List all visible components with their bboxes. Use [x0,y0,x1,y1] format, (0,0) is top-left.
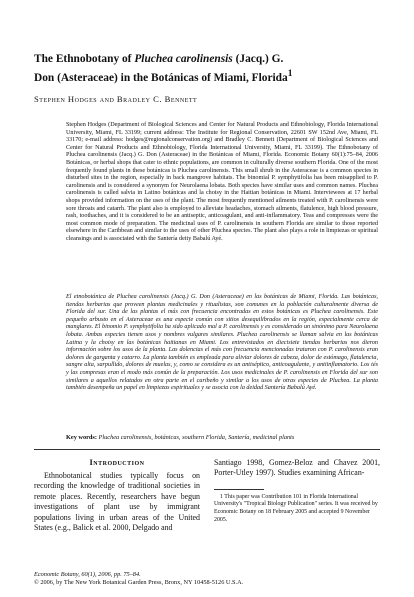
journal-citation [34,571,380,587]
keywords-text: Pluchea carolinensis, botánicas, southern Florida, Santería, medicinal plants [98,434,295,441]
author-list: Stephen Hodges and Bradley C. Bennett [34,94,198,104]
abstract-english: Stephen Hodges (Department of Biological Sciences and Center for Natural Products and Ethnobiology, Florida International University, Miami, FL 33199; current address: The Institute for Regional Conservation, 22601 SW 152nd Ave, Miami, FL 33170; e-mail address: hodges@regionalconservation.org) and Bradley C. Bennett (Department of Biological Sciences and Center for Natural Products and Ethnobiology, Florida International University, Miami, FL 33199). The Ethnobotany of Pluchea carolinensis (Jacq.) G. Don (Asteraceae) in the Botánicas of Miami, Florida. Economic Botany 60(1):75–84, 2006 Botánicas, or herbal shops that cater to ethnic populations, are common in culturally diverse southern Florida. One of the most frequently found plants in these botánicas is Pluchea carolinensis. This small shrub in the Asteraceae is a common species in disturbed sites in the region, especially in back mangrove habitats. The binomial P. symphytifolia has been misapplied to P. carolinensis and is considered a synonym for Neurolaena lobata. Both species have similar uses and common names. Pluchea carolinensis is called salvia in Latino botánicas and la choisy in the Haitian botánicas in Miami. Interviewees at 17 herbal shops provided information on the uses of the plant. The most frequently mentioned ailments treated with P. carolinensis were sore throats and catarrh. The plant also is employed to alleviate headaches, stomach ailments, flatulence, high blood pressure, rash, toothaches, and it is considered to be an antiseptic, anticoagulant, and anti-inflammatory. Teas and compresses were the most common mode of preparation. The medicinal uses of P. carolinensis in southern Florida are similar to those reported elsewhere in the Caribbean and similar to the uses of other Pluchea species. The plant also plays a role in limpiezas or spiritual cleansings and is associated with the Santería deity Babalú Ayé. [66,122,378,242]
keywords-line [66,434,378,442]
title-line1-suffix: (Jacq.) G. [232,53,284,65]
footnote-divider [214,489,264,490]
continued-paragraph: Santiago 1998, Gomez-Beloz and Chavez 2001, Porter-Utley 1997). Studies examining African- [214,458,380,478]
copyright-line: © 2006, by The New York Botanical Garden Press, Bronx, NY 10458-5126 U.S.A. [34,579,244,586]
left-column [34,458,200,533]
title-species-name: Pluchea carolinensis [134,53,233,65]
article-title [34,52,380,86]
title-line2: Don (Asteraceae) in the Botánicas of Miami, Florida [34,71,288,84]
title-footnote-mark: 1 [287,69,293,79]
footnote: 1 This paper was Contribution 101 in Florida International University's "Tropical Biology Publication" series. It was received by Economic Botany on 18 February 2005 and accepted 9 November 2005. [214,493,378,523]
abstract-spanish: El etnobotánica de Pluchea carolinensis (Jacq.) G. Don (Asteraceae) en las botánicas de Miami, Florida. Las botánicas, tiendas herbarias que proveen plantas medicinales y ritualistas, son comunes en la población culturalmente diversa de Florida del sur. Una de las plantas el más con frecuencia encontradas en estos botánicas es Pluchea carolinensis. Este pequeño arbusto en el Asteraceae es una especie común con sitios desequilibrados en la región, especialmente cerca de manglares. El binomio P. symphytifolia ha sido aplicado mal a P. carolinensis y es considerado un sinónimo para Neurolaena lobata. Ambas especies tienen usos y nombres vulgares similares. Pluchea carolinensis se llaman salvia en las botánicas Latina y la choisy en las botánicas haitianas en Miami. Los entrevistados en diecisiete tiendas herbarias nos dieron información sobre los usos de la planta. Las dolencias el más con frecuencia mencionadas trataron con P. carolinensis eran dolores de garganta y catarro. La planta también es empleada para aliviar dolores de cabeza, dolor de estómago, flatulencia, sangre alta, sarpullido, dolores de muelas, y, como se considera es un antiséptico, anticoagulante, y antiinflamatorio. Los tés y las compresas eran el modo más común de la preparación. Los usos medicinales de P. carolinensis en Florida del sur son similares a aquellos relatados en otra parte en el caribeño y similar a los usos de otras especies de Pluchea. La planta también desempeña un papel en limpiezas espirituales y se asocia con la deidad Santería Babalú Ayé. [66,294,378,392]
keywords-label: Key words: [66,434,97,441]
right-column [214,458,380,524]
section-divider [34,449,380,450]
journal-issue: Economic Botany, 60(1), 2006, pp. 75–84. [34,571,141,578]
introduction-heading: Introduction [89,458,145,467]
title-line1-prefix: The Ethnobotany of [34,53,135,65]
introduction-paragraph: Ethnobotanical studies typically focus on recording the knowledge of traditional societies in remote places. Recently, researchers have begun investigations of plant use by immigrant populations living in urban areas of the United States (e.g., Balick et al. 2000, Delgado and [34,471,200,533]
